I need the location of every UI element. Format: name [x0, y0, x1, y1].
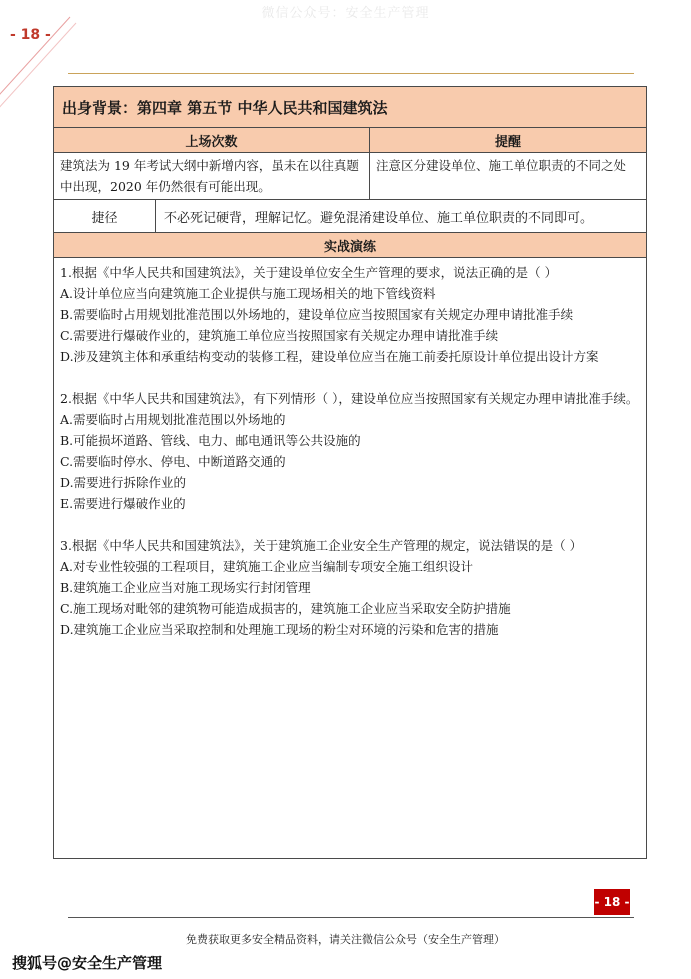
reminder-text: 注意区分建设单位、施工单位职责的不同之处	[370, 153, 647, 200]
footer-rule	[68, 917, 634, 918]
shortcut-label: 捷径	[54, 200, 156, 233]
option: B.可能损坏道路、管线、电力、邮电通讯等公共设施的	[60, 433, 361, 448]
option: B.建筑施工企业应当对施工现场实行封闭管理	[60, 580, 311, 595]
question-stem: 3.根据《中华人民共和国建筑法》，关于建筑施工企业安全生产管理的规定，说法错误的是（ ）	[60, 538, 583, 553]
option: A.需要临时占用规划批准范围以外场地的	[60, 412, 286, 427]
footer-text: 免费获取更多安全精品资料，请关注微信公众号（安全生产管理）	[186, 933, 505, 946]
content-table	[53, 86, 647, 859]
top-watermark: 微信公众号：安全生产管理	[261, 6, 430, 21]
option: C.需要临时停水、停电、中断道路交通的	[60, 454, 286, 469]
col-header-reminder: 提醒	[370, 128, 647, 153]
option: B.需要临时占用规划批准范围以外场地的，建设单位应当按照国家有关规定办理申请批准手续	[60, 307, 574, 322]
practice-body	[54, 258, 647, 859]
option: D.需要进行拆除作业的	[60, 475, 187, 490]
option: D.建筑施工企业应当采取控制和处理施工现场的粉尘对环境的污染和危害的措施	[60, 622, 499, 637]
question-1	[60, 262, 640, 367]
appearance-text: 建筑法为 19 年考试大纲中新增内容，虽未在以往真题中出现，2020 年仍然很有可能出现。	[54, 153, 370, 200]
page-number-badge: - 18 -	[594, 889, 630, 915]
header-rule	[68, 73, 634, 74]
col-header-appearances: 上场次数	[54, 128, 370, 153]
question-stem: 2.根据《中华人民共和国建筑法》，有下列情形（ ），建设单位应当按照国家有关规定办理申请批准手续。	[60, 391, 639, 406]
page-number-top: - 18 -	[10, 27, 51, 43]
question-2	[60, 388, 640, 514]
option: A.设计单位应当向建筑施工企业提供与施工现场相关的地下管线资料	[60, 286, 436, 301]
option: E.需要进行爆破作业的	[60, 496, 186, 511]
option: C.需要进行爆破作业的，建筑施工单位应当按照国家有关规定办理申请批准手续	[60, 328, 499, 343]
section-title: 出身背景：第四章 第五节 中华人民共和国建筑法	[54, 87, 647, 128]
option: A.对专业性较强的工程项目，建筑施工企业应当编制专项安全施工组织设计	[60, 559, 474, 574]
shortcut-text: 不必死记硬背，理解记忆。避免混淆建设单位、施工单位职责的不同即可。	[156, 200, 647, 233]
sohu-watermark: 搜狐号@安全生产管理	[12, 954, 163, 972]
option: D.涉及建筑主体和承重结构变动的装修工程，建设单位应当在施工前委托原设计单位提出设计方案	[60, 349, 599, 364]
question-3	[60, 535, 640, 640]
option: C.施工现场对毗邻的建筑物可能造成损害的，建筑施工企业应当采取安全防护措施	[60, 601, 511, 616]
question-stem: 1.根据《中华人民共和国建筑法》，关于建设单位安全生产管理的要求，说法正确的是（ ）	[60, 265, 558, 280]
practice-header: 实战演练	[54, 233, 647, 258]
